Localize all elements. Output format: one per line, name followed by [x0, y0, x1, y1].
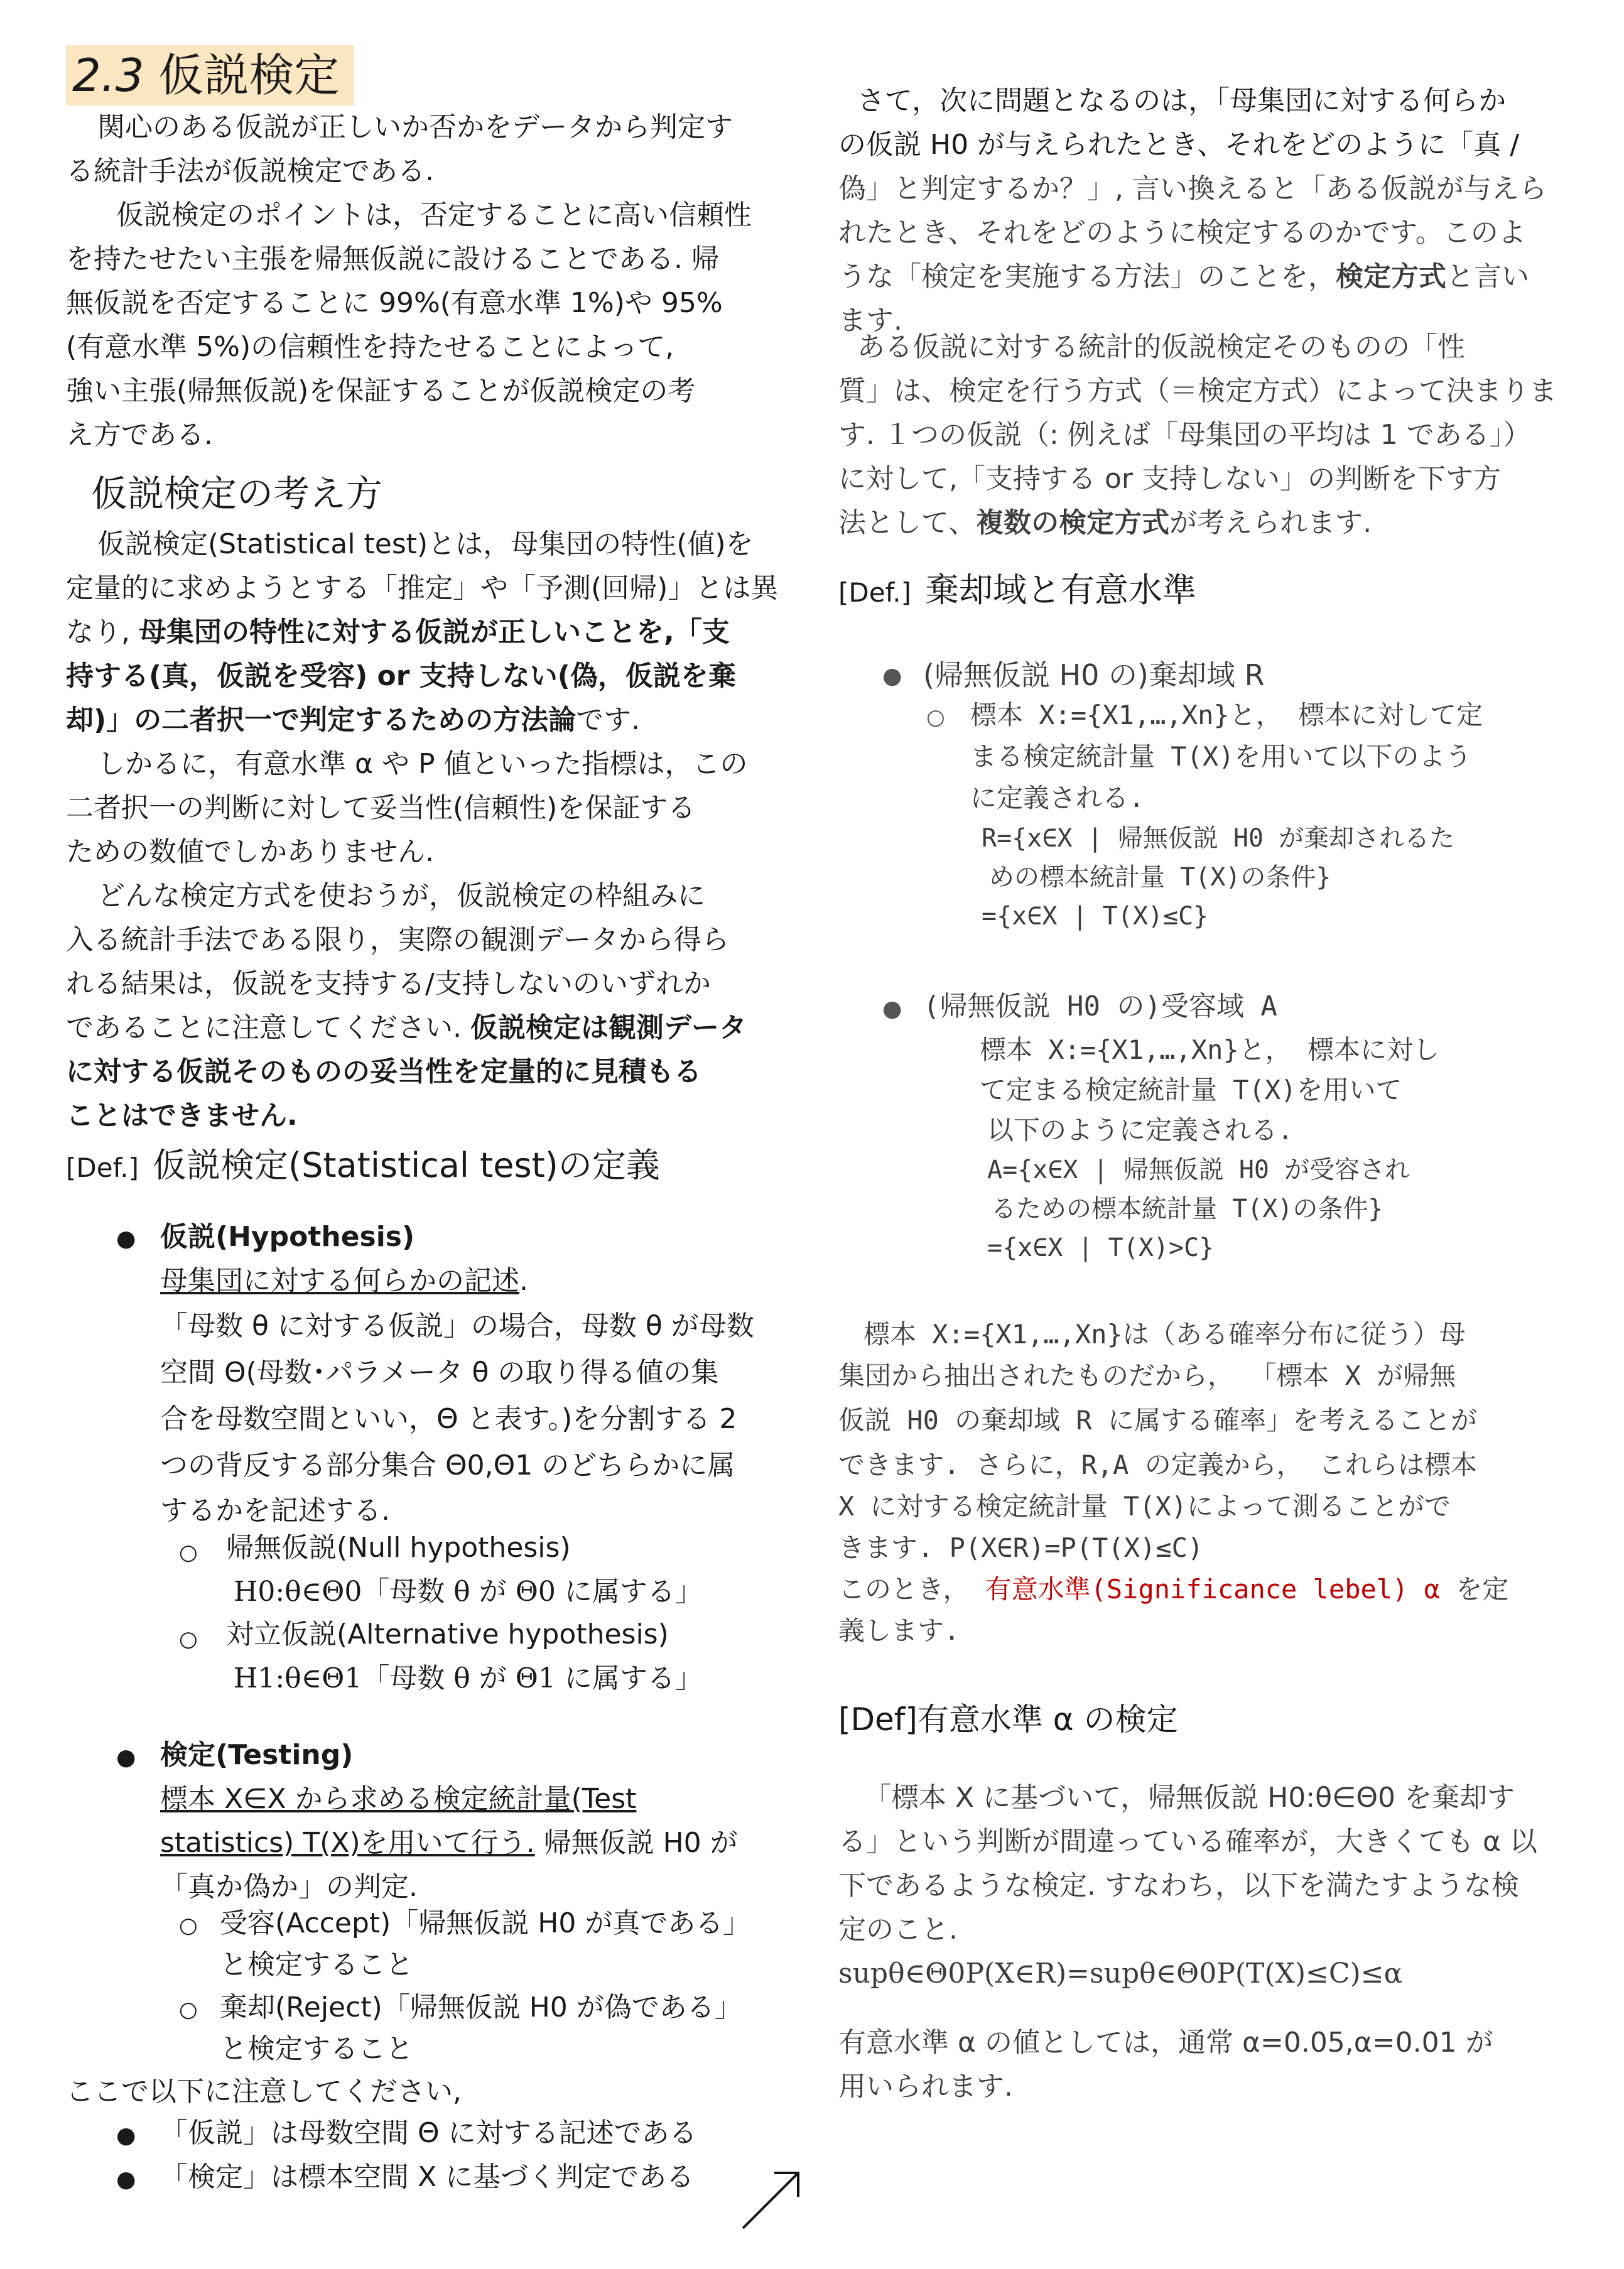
text-line: statistics) T(X)を用いて行う. 帰無仮説 H0 が: [160, 1827, 738, 1859]
text-line: まる検定統計量 T(X)を用いて以下のよう: [970, 741, 1472, 772]
text-line: 集団から抽出されたものだから， 「標本 X が帰無: [838, 1360, 1456, 1391]
formula-line: A={x∈X | 帰無仮説 H0 が受容され: [987, 1156, 1410, 1184]
text-line: 偽」と判定するか？」, 言い換えると「ある仮説が与えら: [838, 173, 1547, 205]
text-line: 関心のある仮説が正しいか否かをデータから判定す: [97, 111, 733, 143]
text-line: 仮説検定(Statistical test)とは，母集団の特性(値)を: [97, 528, 754, 560]
text-line: 定のこと.: [838, 1914, 958, 1946]
formula-line: H1:θ∈Θ1「母数 θ が Θ1 に属する」: [234, 1662, 703, 1694]
item-heading: (帰無仮説 H0 の)受容域 A: [923, 990, 1277, 1022]
text-line: 下であるような検定. すなわち，以下を満たすような検: [838, 1870, 1519, 1902]
text-line: え方である.: [66, 419, 213, 451]
text-line: 合を母数空間といい，Θ と表す。)を分割する 2: [160, 1403, 737, 1435]
bullet-icon: ●: [882, 663, 902, 689]
def-tag: [Def.]: [66, 1152, 139, 1183]
paragraph-probability: [838, 1314, 1561, 1652]
paragraph-test-property: [838, 325, 1561, 545]
text-line: うな「検定を実施する方法」のことを，検定方式と言い: [838, 261, 1529, 293]
text-line: る統計手法が仮説検定である.: [66, 155, 434, 187]
hypothesis-item: [160, 1215, 794, 1533]
definition-heading: [66, 1142, 660, 1192]
intro-paragraph: [66, 106, 794, 457]
bullet-icon: ●: [116, 1745, 136, 1770]
sub-bullet-icon: ○: [179, 1997, 198, 2022]
def-tag: [Def.]: [838, 577, 912, 608]
note-item: 「検定」は標本空間 X に基づく判定である: [160, 2161, 695, 2193]
text-line: れたとき、それをどのように検定するのかです。このよ: [838, 217, 1526, 249]
sub-heading: 仮説検定の考え方: [91, 472, 383, 515]
text-line: 却)」の二者択一で判定するための方法論です.: [66, 704, 641, 736]
testing-item: [160, 1733, 794, 1909]
formula-line: るための標本統計量 T(X)の条件}: [991, 1194, 1383, 1223]
text-line: 定量的に求めようとする「推定」や「予測(回帰)」とは異: [66, 572, 779, 604]
text-line: 無仮説を否定することに 99%(有意水準 1%)や 95%: [66, 287, 723, 319]
text-line: て定まる検定統計量 T(X)を用いて: [980, 1075, 1402, 1105]
text-line: の仮説 H0 が与えられたとき、それをどのように「真 /: [838, 129, 1520, 161]
paragraph-test-method: [838, 79, 1561, 343]
accept-item: [220, 1903, 794, 1986]
formula-line: supθ∈Θ0P(X∈R)=supθ∈Θ0P(T(X)≤C)≤α: [838, 1958, 1403, 1990]
bullet-icon: ●: [116, 2167, 136, 2192]
alternative-hypothesis: [226, 1613, 791, 1701]
bullet-icon: ●: [116, 1226, 136, 1252]
text-line: る」という判断が間違っている確率が，大きくても α 以: [838, 1826, 1537, 1858]
text-line: に対する仮説そのものの妥当性を定量的に見積もる: [66, 1056, 701, 1088]
null-hypothesis: [226, 1526, 791, 1614]
text-line: 対立仮説(Alternative hypothesis): [226, 1618, 669, 1650]
paragraph-framework: [66, 874, 794, 1138]
text-line: 持する(真，仮説を受容) or 支持しない(偽，仮説を棄: [66, 660, 736, 692]
reject-item: [220, 1987, 794, 2070]
section-title-text: 仮説検定: [158, 49, 340, 102]
text-line: に定義される.: [970, 783, 1145, 813]
text-line: 以下のように定義される.: [987, 1115, 1294, 1145]
sub-bullet-icon: ○: [926, 705, 945, 730]
definition-heading: [838, 566, 1196, 617]
text-line: 棄却(Reject)「帰無仮説 H0 が偽である」: [220, 1991, 742, 2023]
text-line: 「真か偽か」の判定.: [160, 1871, 418, 1903]
text-line: ことはできません.: [66, 1100, 298, 1132]
text-line: 質」は、検定を行う方式（＝検定方式）によって決まりま: [838, 375, 1557, 407]
text-line: であることに注意してください. 仮説検定は観測データ: [66, 1012, 747, 1044]
text-line: (有意水準 5%)の信頼性を持たせることによって,: [66, 331, 674, 363]
text-line: するかを記述する.: [160, 1495, 390, 1527]
sub-bullet-icon: ○: [179, 1913, 198, 1938]
section-number: 2.3: [72, 49, 144, 102]
text-line: きます. P(X∈R)=P(T(X)≤C): [838, 1532, 1204, 1563]
text-line: ある仮説に対する統計的仮説検定そのものの「性: [857, 331, 1465, 363]
text-line: 法として、複数の検定方式が考えられます.: [838, 507, 1372, 539]
text-line: 帰無仮説(Null hypothesis): [226, 1532, 571, 1564]
text-line: に対して,「支持する or 支持しない」の判断を下す方: [838, 463, 1501, 495]
section-title: [66, 45, 354, 106]
text-line: ます.: [838, 305, 902, 337]
text-line: ための数値でしかありません.: [66, 836, 434, 868]
text-line: 用いられます.: [838, 2071, 1013, 2103]
text-line: 二者択一の判断に対して妥当性(信頼性)を保証する: [66, 792, 696, 824]
text-line: 仮説 H0 の棄却域 R に属する確率」を考えることが: [838, 1405, 1478, 1436]
bullet-icon: ●: [882, 996, 902, 1022]
text-line: 標本 X:={X1,…,Xn}は（ある確率分布に従う）母: [863, 1319, 1466, 1350]
def-title: 仮説検定(Statistical test)の定義: [153, 1145, 660, 1185]
text-line: 空間 Θ(母数･パラメータ θ の取り得る値の集: [160, 1357, 719, 1389]
arrow-icon: [738, 2165, 807, 2234]
definition-heading-significance: [Def]有意水準 α の検定: [838, 1701, 1178, 1738]
text-line: つの背反する部分集合 Θ0,Θ1 のどちらかに属: [160, 1449, 735, 1481]
text-line: このとき， 有意水準(Significance lebel) α を定: [838, 1574, 1509, 1605]
text-line: しかるに，有意水準 α や P 値といった指標は，この: [97, 748, 748, 780]
text-line: と検定すること: [220, 2033, 413, 2065]
text-line: 標本 X∈X から求める検定統計量(Test: [160, 1783, 637, 1815]
text-line: 仮説検定のポイントは，否定することに高い信頼性: [116, 199, 752, 231]
text-line: 受容(Accept)「帰無仮説 H0 が真である」: [220, 1907, 751, 1939]
bullet-icon: ●: [116, 2123, 136, 2148]
def-title: 棄却域と有意水準: [925, 570, 1197, 610]
item-heading: 検定(Testing): [160, 1739, 354, 1771]
sub-bullet-icon: ○: [179, 1627, 198, 1652]
text-line: 入る統計手法である限り，実際の観測データから得ら: [66, 924, 729, 956]
text-line: す. １つの仮説（: 例えば「母集団の平均は 1 である」）: [838, 419, 1531, 451]
paragraph-alpha-values: [838, 2021, 1561, 2109]
text-line: 義します.: [838, 1615, 960, 1646]
paragraph-significance-test: [838, 1776, 1561, 1996]
acceptance-region-definition: [980, 1030, 1561, 1267]
note-intro: ここで以下に注意してください,: [66, 2076, 462, 2108]
text-line: 有意水準 α の値としては，通常 α=0.05,α=0.01 が: [838, 2027, 1493, 2059]
paragraph-significance: [66, 742, 794, 874]
text-line: 標本 X:={X1,…,Xn}と， 標本に対して定: [970, 700, 1483, 730]
text-line: できます. さらに，R,A の定義から， これらは標本: [838, 1449, 1478, 1480]
text-line: なり, 母集団の特性に対する仮説が正しいことを,「支: [66, 616, 730, 648]
formula-line: H0:θ∈Θ0「母数 θ が Θ0 に属する」: [234, 1576, 703, 1608]
text-line: れる結果は，仮説を支持する/支持しないのいずれか: [66, 968, 711, 1000]
paragraph-definition: [66, 523, 794, 742]
text-line: さて，次に問題となるのは，「母集団に対する何らか: [857, 85, 1507, 117]
text-line: どんな検定方式を使おうが，仮説検定の枠組みに: [97, 880, 705, 912]
formula-line: めの標本統計量 T(X)の条件}: [989, 863, 1331, 892]
formula-line: R={x∈X | 帰無仮説 H0 が棄却されるた: [982, 824, 1455, 853]
sub-bullet-icon: ○: [179, 1540, 198, 1565]
text-line: 「標本 X に基づいて，帰無仮説 H0:θ∈Θ0 を棄却す: [863, 1782, 1515, 1814]
item-heading: (帰無仮説 H0 の)棄却域 R: [923, 658, 1265, 692]
rejection-region-definition: [970, 695, 1561, 936]
text-line: 標本 X:={X1,…,Xn}と， 標本に対し: [980, 1034, 1440, 1065]
text-line: を持たせたい主張を帰無仮説に設けることである. 帰: [66, 243, 719, 275]
text-line: と検定すること: [220, 1949, 413, 1981]
text-line: X に対する検定統計量 T(X)によって測ることがで: [838, 1491, 1451, 1522]
formula-line: ={x∈X | T(X)≤C}: [982, 902, 1209, 931]
text-line: 母集団に対する何らかの記述.: [160, 1265, 528, 1297]
significance-level-term: 有意水準(Significance lebel) α: [985, 1574, 1440, 1605]
formula-line: ={x∈X | T(X)>C}: [987, 1233, 1215, 1262]
note-item: 「仮説」は母数空間 Θ に対する記述である: [160, 2117, 697, 2149]
item-heading: 仮説(Hypothesis): [160, 1221, 415, 1253]
text-line: 「母数 θ に対する仮説」の場合，母数 θ が母数: [160, 1310, 754, 1342]
text-line: 強い主張(帰無仮説)を保証することが仮説検定の考: [66, 375, 696, 407]
